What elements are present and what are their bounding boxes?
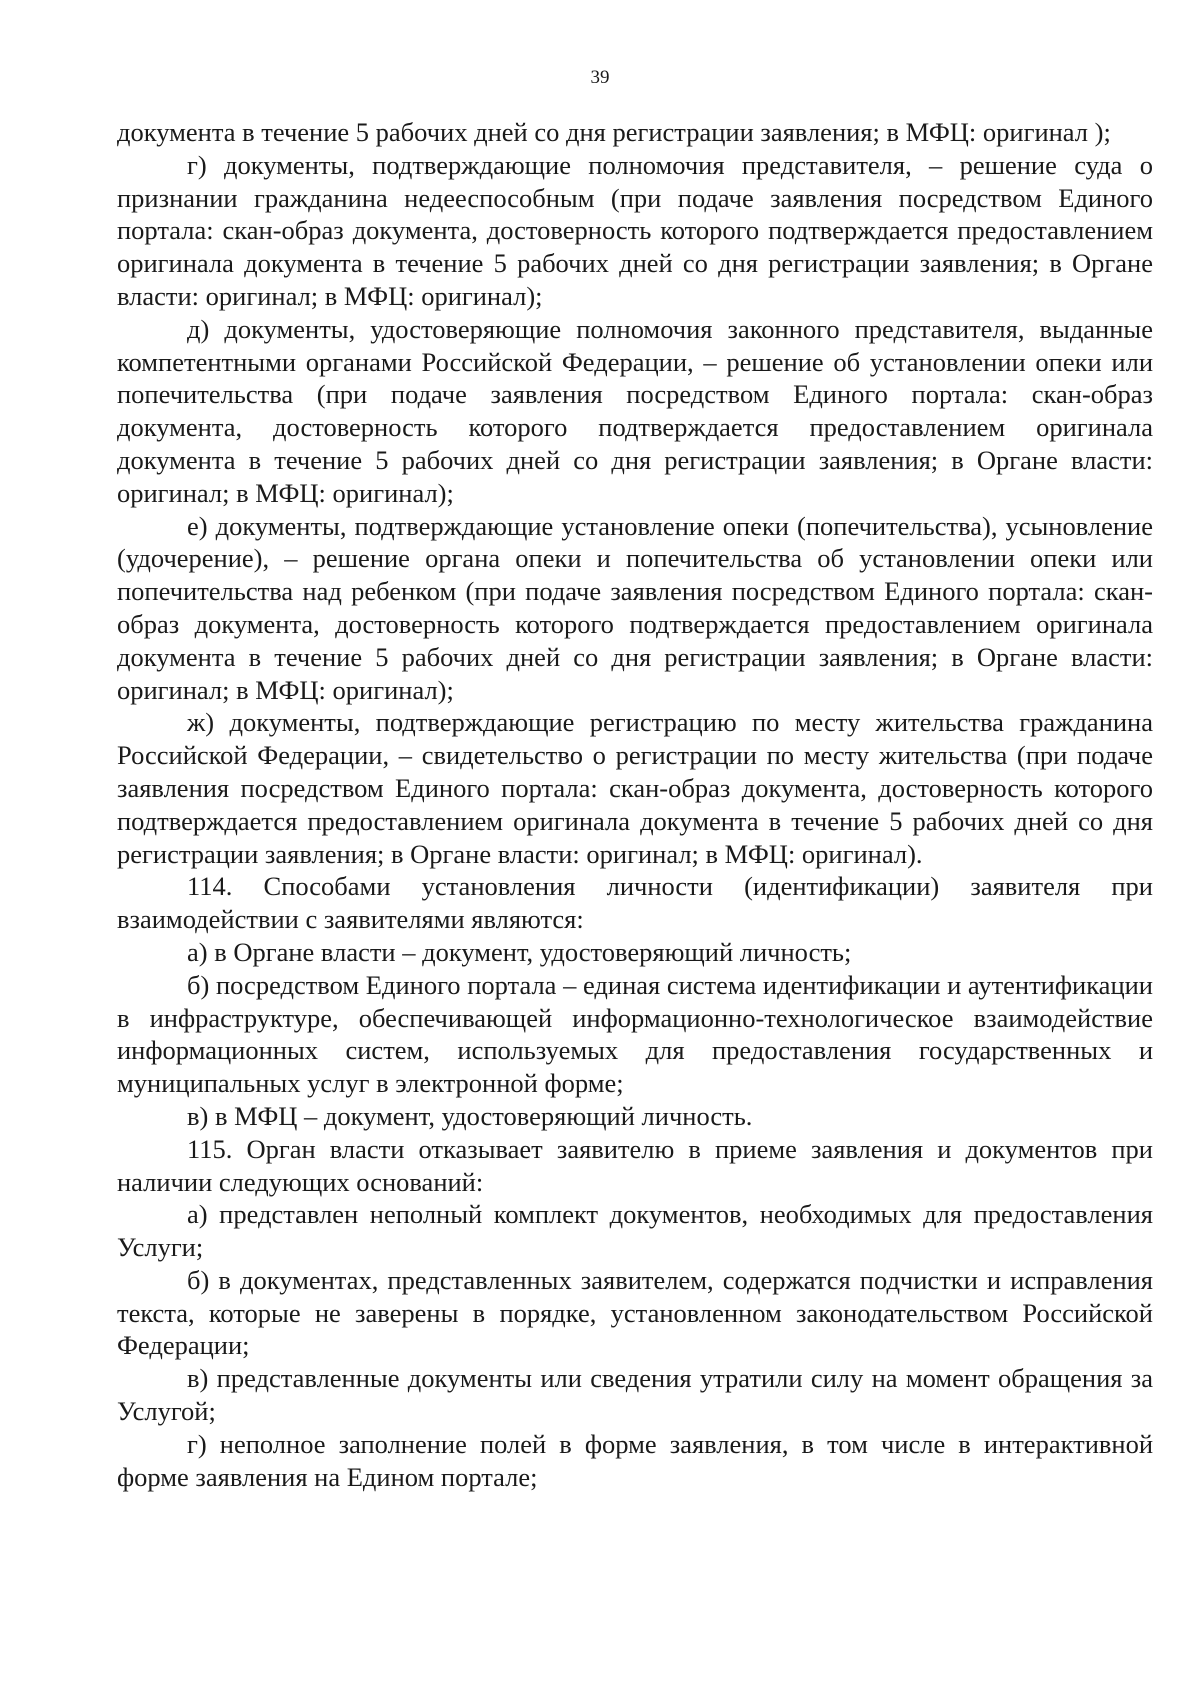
paragraph-item-e-guardianship-documents: е) документы, подтверждающие установление опеки (попечительства), усыновление (удочерение), – решение органа опеки и попечительства об установлении опеки или попечительства над ребенком (при подаче заявления посредством Единого портала: скан-образ документа, достоверность которого подтверждается предоставлением оригинала документа в течение 5 рабочих дней со дня регистрации заявления; в Органе власти: оригинал; в МФЦ: оригинал); bbox=[117, 510, 1153, 705]
paragraph-item-v-expired-documents: в) представленные документы или сведения утратили силу на момент обращения за Услугой; bbox=[117, 1363, 1153, 1427]
document-body bbox=[117, 116, 1153, 1493]
paragraph-item-b-corrections: б) в документах, представленных заявителем, содержатся подчистки и исправления текста, которые не заверены в порядке, установленном законодательством Российской Федерации; bbox=[117, 1264, 1153, 1361]
paragraph-item-b-portal-identification: б) посредством Единого портала – единая система идентификации и аутентификации в инфраструктуре, обеспечивающей информационно-технологическое взаимодействие информационных систем, используемых для предоставления государственных и муниципальных услуг в электронной форме; bbox=[117, 969, 1153, 1099]
paragraph-item-d-legal-representative-documents: д) документы, удостоверяющие полномочия законного представителя, выданные компетентными органами Российской Федерации, – решение об установлении опеки или попечительства (при подаче заявления посредством Единого портала: скан-образ документа, достоверность которого подтверждается предоставлением оригинала документа в течение 5 рабочих дней со дня регистрации заявления; в Органе власти: оригинал; в МФЦ: оригинал); bbox=[117, 313, 1153, 508]
paragraph-item-g-representative-documents: г) документы, подтверждающие полномочия представителя, – решение суда о признании гражданина недееспособным (при подаче заявления посредством Единого портала: скан-образ документа, достоверность которого подтверждается предоставлением оригинала документа в течение 5 рабочих дней со дня регистрации заявления; в Органе власти: оригинал; в МФЦ: оригинал); bbox=[117, 149, 1153, 311]
paragraph-clause-115: 115. Орган власти отказывает заявителю в приеме заявления и документов при наличии следующих оснований: bbox=[117, 1133, 1153, 1197]
paragraph-continuation: документа в течение 5 рабочих дней со дня регистрации заявления; в МФЦ: оригинал ); bbox=[117, 117, 1111, 147]
paragraph-item-v-mfc-identification: в) в МФЦ – документ, удостоверяющий личность. bbox=[187, 1100, 753, 1131]
paragraph-item-zh-registration-documents: ж) документы, подтверждающие регистрацию по месту жительства гражданина Российской Федерации, – свидетельство о регистрации по месту жительства (при подаче заявления посредством Единого портала: скан-образ документа, достоверность которого подтверждается предоставлением оригинала документа в течение 5 рабочих дней со дня регистрации заявления; в Органе власти: оригинал; в МФЦ: оригинал). bbox=[117, 707, 1153, 869]
page-number: 39 bbox=[590, 67, 610, 88]
paragraph-item-a-authority-identification: а) в Органе власти – документ, удостоверяющий личность; bbox=[187, 936, 852, 967]
paragraph-item-g-incomplete-form: г) неполное заполнение полей в форме заявления, в том числе в интерактивной форме заявления на Едином портале; bbox=[117, 1428, 1153, 1492]
paragraph-item-a-incomplete-set: а) представлен неполный комплект документов, необходимых для предоставления Услуги; bbox=[117, 1199, 1153, 1263]
paragraph-clause-114: 114. Способами установления личности (идентификации) заявителя при взаимодействии с заявителями являются: bbox=[117, 871, 1153, 935]
